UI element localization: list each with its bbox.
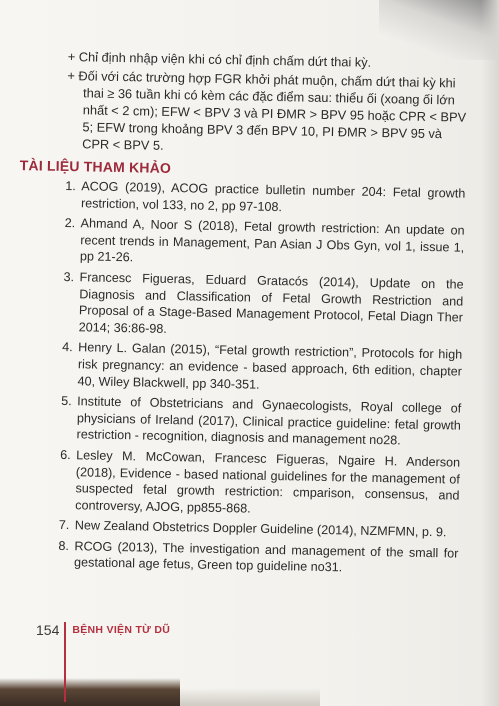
reference-item	[65, 178, 466, 219]
reference-item	[61, 339, 462, 396]
hospital-name: BỆNH VIỆN TỪ DŨ	[72, 624, 171, 636]
reference-text: RCOG (2013), The investigation and management of the small for gestational age fetus, Green top guideline no31.	[73, 539, 459, 575]
background-edge	[180, 688, 320, 706]
reference-text: Lesley M. McCowan, Francesc Figueras, Ngaire H. Anderson (2018), Evidence - based national guidelines for the management of suspected fetal growth restriction: cmparison, consensus, and controversy, AJOG, pp855-868.	[75, 448, 461, 516]
page-footer	[36, 622, 170, 702]
reference-item	[62, 269, 463, 343]
footer-rule	[64, 622, 66, 702]
reference-list	[58, 178, 465, 579]
bullet-admission: + Chỉ định nhập viện khi có chỉ định chấm dứt thai kỳ.	[67, 48, 372, 70]
reference-text: Institute of Obstetricians and Gynaecologists, Royal college of physicians of Ireland (2017), Clinical practice guideline: fetal growth restriction - recognition, diagnosis and management no28.	[76, 394, 462, 448]
reference-item	[59, 447, 460, 521]
bullet-late-fgr: + Đối với các trường hợp FGR khởi phát muộn, chấm dứt thai kỳ khi thai ≥ 36 tuần khi có kèm các đặc điểm sau: thiểu ối (xoang ối lớn nhất < 2 cm); EFW < BPV 3 và PI ĐMR > BPV 95 hoặc CPR < BPV 5; EFW trong khoảng BPV 3 đến BPV 10, PI ĐMR > BPV 95 và CPR < BPV 5.	[67, 67, 467, 153]
page-curl	[481, 0, 499, 706]
reference-item	[60, 393, 461, 450]
reference-item	[59, 517, 459, 541]
reference-text: Henry L. Galan (2015), “Fetal growth restriction”, Protocols for high risk pregnancy: an evidence - based approach, 6th edition, chapter 40, Wiley Blackwell, pp 340-351.	[77, 340, 463, 392]
reference-text: Francesc Figueras, Eduard Gratacós (2014), Update on the Diagnosis and Classification of Fetal Growth Restriction and Proposal of a Stage-Based Management Protocol, Fetal Diagn Ther 2014; 36:86-98.	[78, 270, 464, 336]
reference-text: ACOG (2019), ACOG practice bulletin number 204: Fetal growth restriction, vol 133, no 2, pp 97-108.	[80, 179, 466, 214]
reference-item	[58, 538, 459, 579]
reference-number: 1.	[65, 178, 76, 194]
reference-number: 7.	[58, 518, 70, 533]
reference-number: 5.	[61, 394, 72, 409]
references-heading: TÀI LIỆU THAM KHẢO	[19, 157, 172, 176]
reference-text: New Zealand Obstetrics Doppler Guideline (2014), NZMFMN, p. 9.	[74, 518, 447, 540]
reference-number: 8.	[58, 538, 70, 553]
reference-number: 6.	[60, 447, 71, 463]
page-content	[19, 48, 468, 583]
reference-number: 4.	[62, 340, 73, 355]
reference-text: Ahmand A, Noor S (2018), Fetal growth restriction: An update on recent trends in Management, Pan Asian J Obs Gyn, vol 1, issue 1, pp 21-26.	[79, 216, 465, 265]
reference-item	[64, 215, 465, 272]
page-number: 154	[36, 622, 60, 638]
reference-number: 3.	[63, 269, 75, 285]
reference-number: 2.	[64, 216, 76, 231]
